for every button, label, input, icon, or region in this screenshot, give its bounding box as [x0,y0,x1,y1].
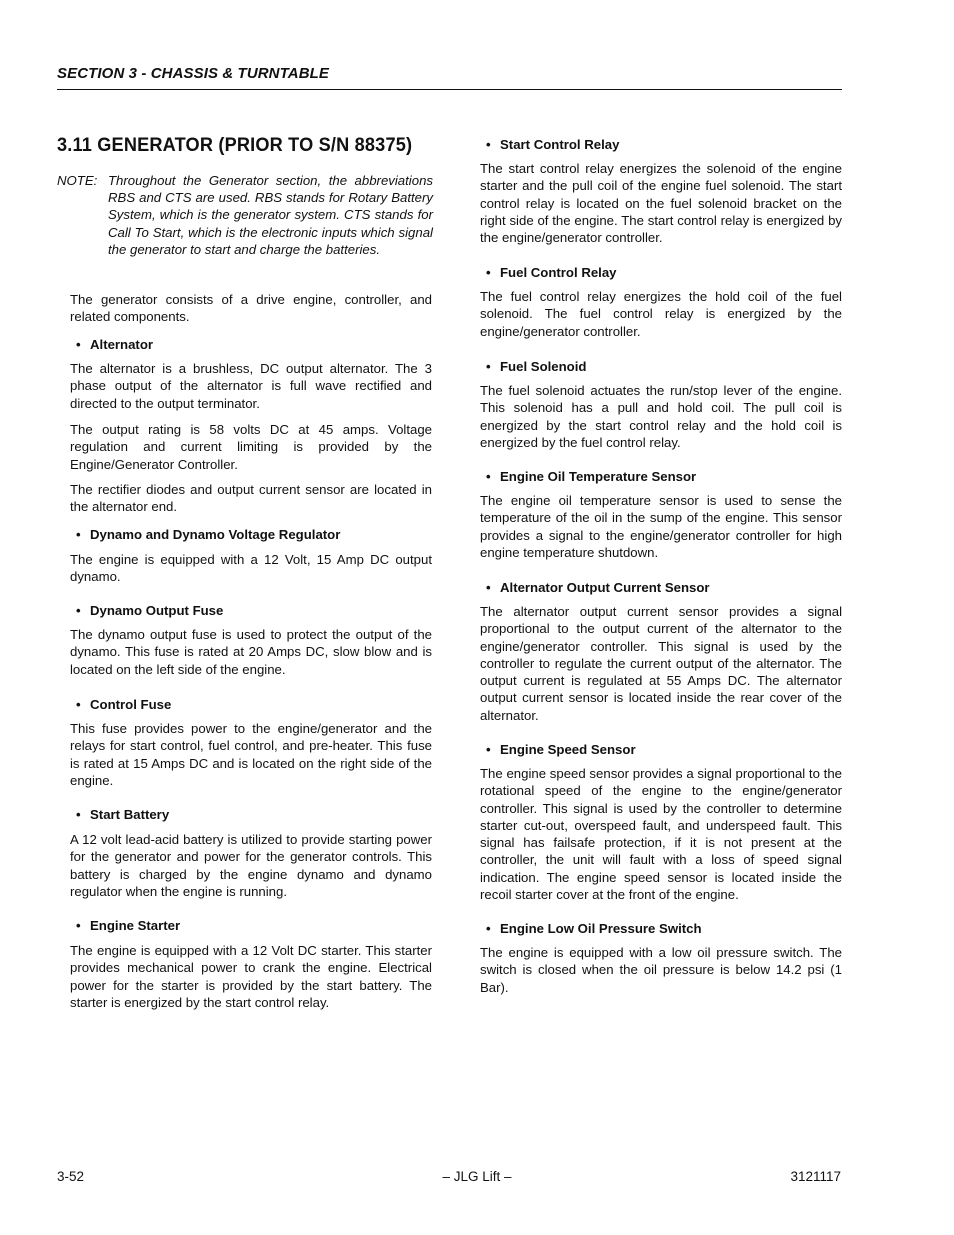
heading-text: Engine Starter [90,918,181,933]
bullet-heading-start-battery [76,806,169,823]
bullet-dot: • [486,469,491,484]
bullet-heading-alternator [76,336,153,353]
note-text: Throughout the Generator section, the abbreviations RBS and CTS are used. RBS stands for Rotary Battery System, which is the generator system. CTS stands for Call To Start, which is the electronic inputs which signal the generator to start and charge the batteries. [108,173,433,257]
paragraph: The engine speed sensor provides a signal proportional to the rotational speed of the engine to the engine/generator controller. This signal is used by the controller to determine starter cut-out, overspeed fault, and underspeed fault. This signal has failsafe protection, if it is not present at the controller, the unit will fault with a loss of speed signal indication. The engine speed sensor is located inside the recoil starter cover at the front of the engine. [480,766,842,903]
bullet-dot: • [486,137,491,152]
bullet-heading-oil-temp [486,468,696,485]
bullet-dot: • [486,921,491,936]
heading-text: Engine Low Oil Pressure Switch [500,921,702,936]
section-header: SECTION 3 - CHASSIS & TURNTABLE [57,65,330,82]
bullet-heading-control-fuse [76,696,171,713]
heading-text: Dynamo Output Fuse [90,603,224,618]
bullet-dot: • [76,697,81,712]
paragraph: The engine is equipped with a low oil pressure switch. The switch is closed when the oil pressure is below 14.2 psi (1 Bar). [480,945,842,995]
heading-text: Fuel Control Relay [500,265,617,280]
paragraph: The engine is equipped with a 12 Volt, 15 Amp DC output dynamo. [70,552,432,585]
page-number: 3-52 [57,1169,85,1184]
paragraph: The engine is equipped with a 12 Volt DC starter. This starter provides mechanical power to crank the engine. Electrical power for the starter is provided by the start battery. The starter is energized by the start control relay. [70,943,432,1010]
bullet-heading-fuel-relay [486,264,617,281]
bullet-heading-oil-pressure [486,920,702,937]
heading-text: Engine Oil Temperature Sensor [500,469,697,484]
heading-text: Start Battery [90,807,170,822]
bullet-dot: • [486,359,491,374]
bullet-heading-dynamo-fuse [76,602,223,619]
paragraph: The output rating is 58 volts DC at 45 amps. Voltage regulation and current limiting is provided by the Engine/Generator Controller. [70,422,432,472]
paragraph: The rectifier diodes and output current sensor are located in the alternator end. [70,482,432,515]
heading-text: Control Fuse [90,697,172,712]
bullet-heading-dynamo [76,526,340,543]
bullet-dot: • [486,265,491,280]
bullet-dot: • [76,603,81,618]
heading-text: Dynamo and Dynamo Voltage Regulator [90,527,341,542]
bullet-heading-fuel-solenoid [486,358,586,375]
heading-text: Engine Speed Sensor [500,742,636,757]
footer-publisher: – JLG Lift – [442,1169,512,1184]
note-label: NOTE: [57,173,98,188]
section-title: 3.11 GENERATOR (PRIOR TO S/N 88375) [57,134,413,156]
heading-text: Start Control Relay [500,137,620,152]
bullet-dot: • [486,742,491,757]
bullet-dot: • [76,918,81,933]
heading-text: Alternator [90,337,154,352]
header-divider [57,89,842,90]
paragraph: The fuel solenoid actuates the run/stop lever of the engine. This solenoid has a pull and hold coil. The pull coil is energized by the start control relay and the hold coil is energized by the fuel control relay. [480,383,842,450]
bullet-heading-start-relay [486,136,619,153]
bullet-dot: • [76,807,81,822]
bullet-dot: • [76,527,81,542]
paragraph: The alternator output current sensor provides a signal proportional to the output current of the alternator to the engine/generator controller. This signal is used by the controller to regulate the current output of the alternator. The output current is regulated at 55 Amps DC. The alternator output current sensor is located inside the rear cover of the alternator. [480,604,842,723]
paragraph: The start control relay energizes the solenoid of the engine starter and the pull coil of the engine fuel solenoid. The start control relay is located on the fuel solenoid bracket on the right side of the engine. The start control relay is energized by the engine/generator controller. [480,161,842,246]
paragraph: This fuse provides power to the engine/generator and the relays for start control, fuel control, and pre-heater. This fuse is rated at 15 Amps DC and is located on the right side of the engine. [70,721,432,788]
document-number: 3121117 [790,1169,841,1184]
bullet-heading-speed-sensor [486,741,636,758]
bullet-heading-engine-starter [76,917,180,934]
paragraph: The dynamo output fuse is used to protect the output of the dynamo. This fuse is rated at 20 Amps DC, slow blow and is located on the left side of the engine. [70,627,432,677]
intro-paragraph: The generator consists of a drive engine, controller, and related components. [70,292,432,325]
paragraph: A 12 volt lead-acid battery is utilized to provide starting power for the generator and power for the generator controls. This battery is charged by the engine dynamo and dynamo regulator when the engine is running. [70,832,432,899]
bullet-heading-alt-current [486,579,710,596]
paragraph: The fuel control relay energizes the hold coil of the fuel solenoid. The fuel control relay is energized by the engine/generator controller. [480,289,842,339]
bullet-dot: • [486,580,491,595]
bullet-dot: • [76,337,81,352]
heading-text: Alternator Output Current Sensor [500,580,710,595]
paragraph: The alternator is a brushless, DC output alternator. The 3 phase output of the alternator is full wave rectified and directed to the output terminator. [70,361,432,411]
heading-text: Fuel Solenoid [500,359,587,374]
note-block [57,172,433,258]
paragraph: The engine oil temperature sensor is used to sense the temperature of the oil in the sump of the engine. This sensor provides a signal to the engine/generator controller for high engine temperature shutdown. [480,493,842,560]
